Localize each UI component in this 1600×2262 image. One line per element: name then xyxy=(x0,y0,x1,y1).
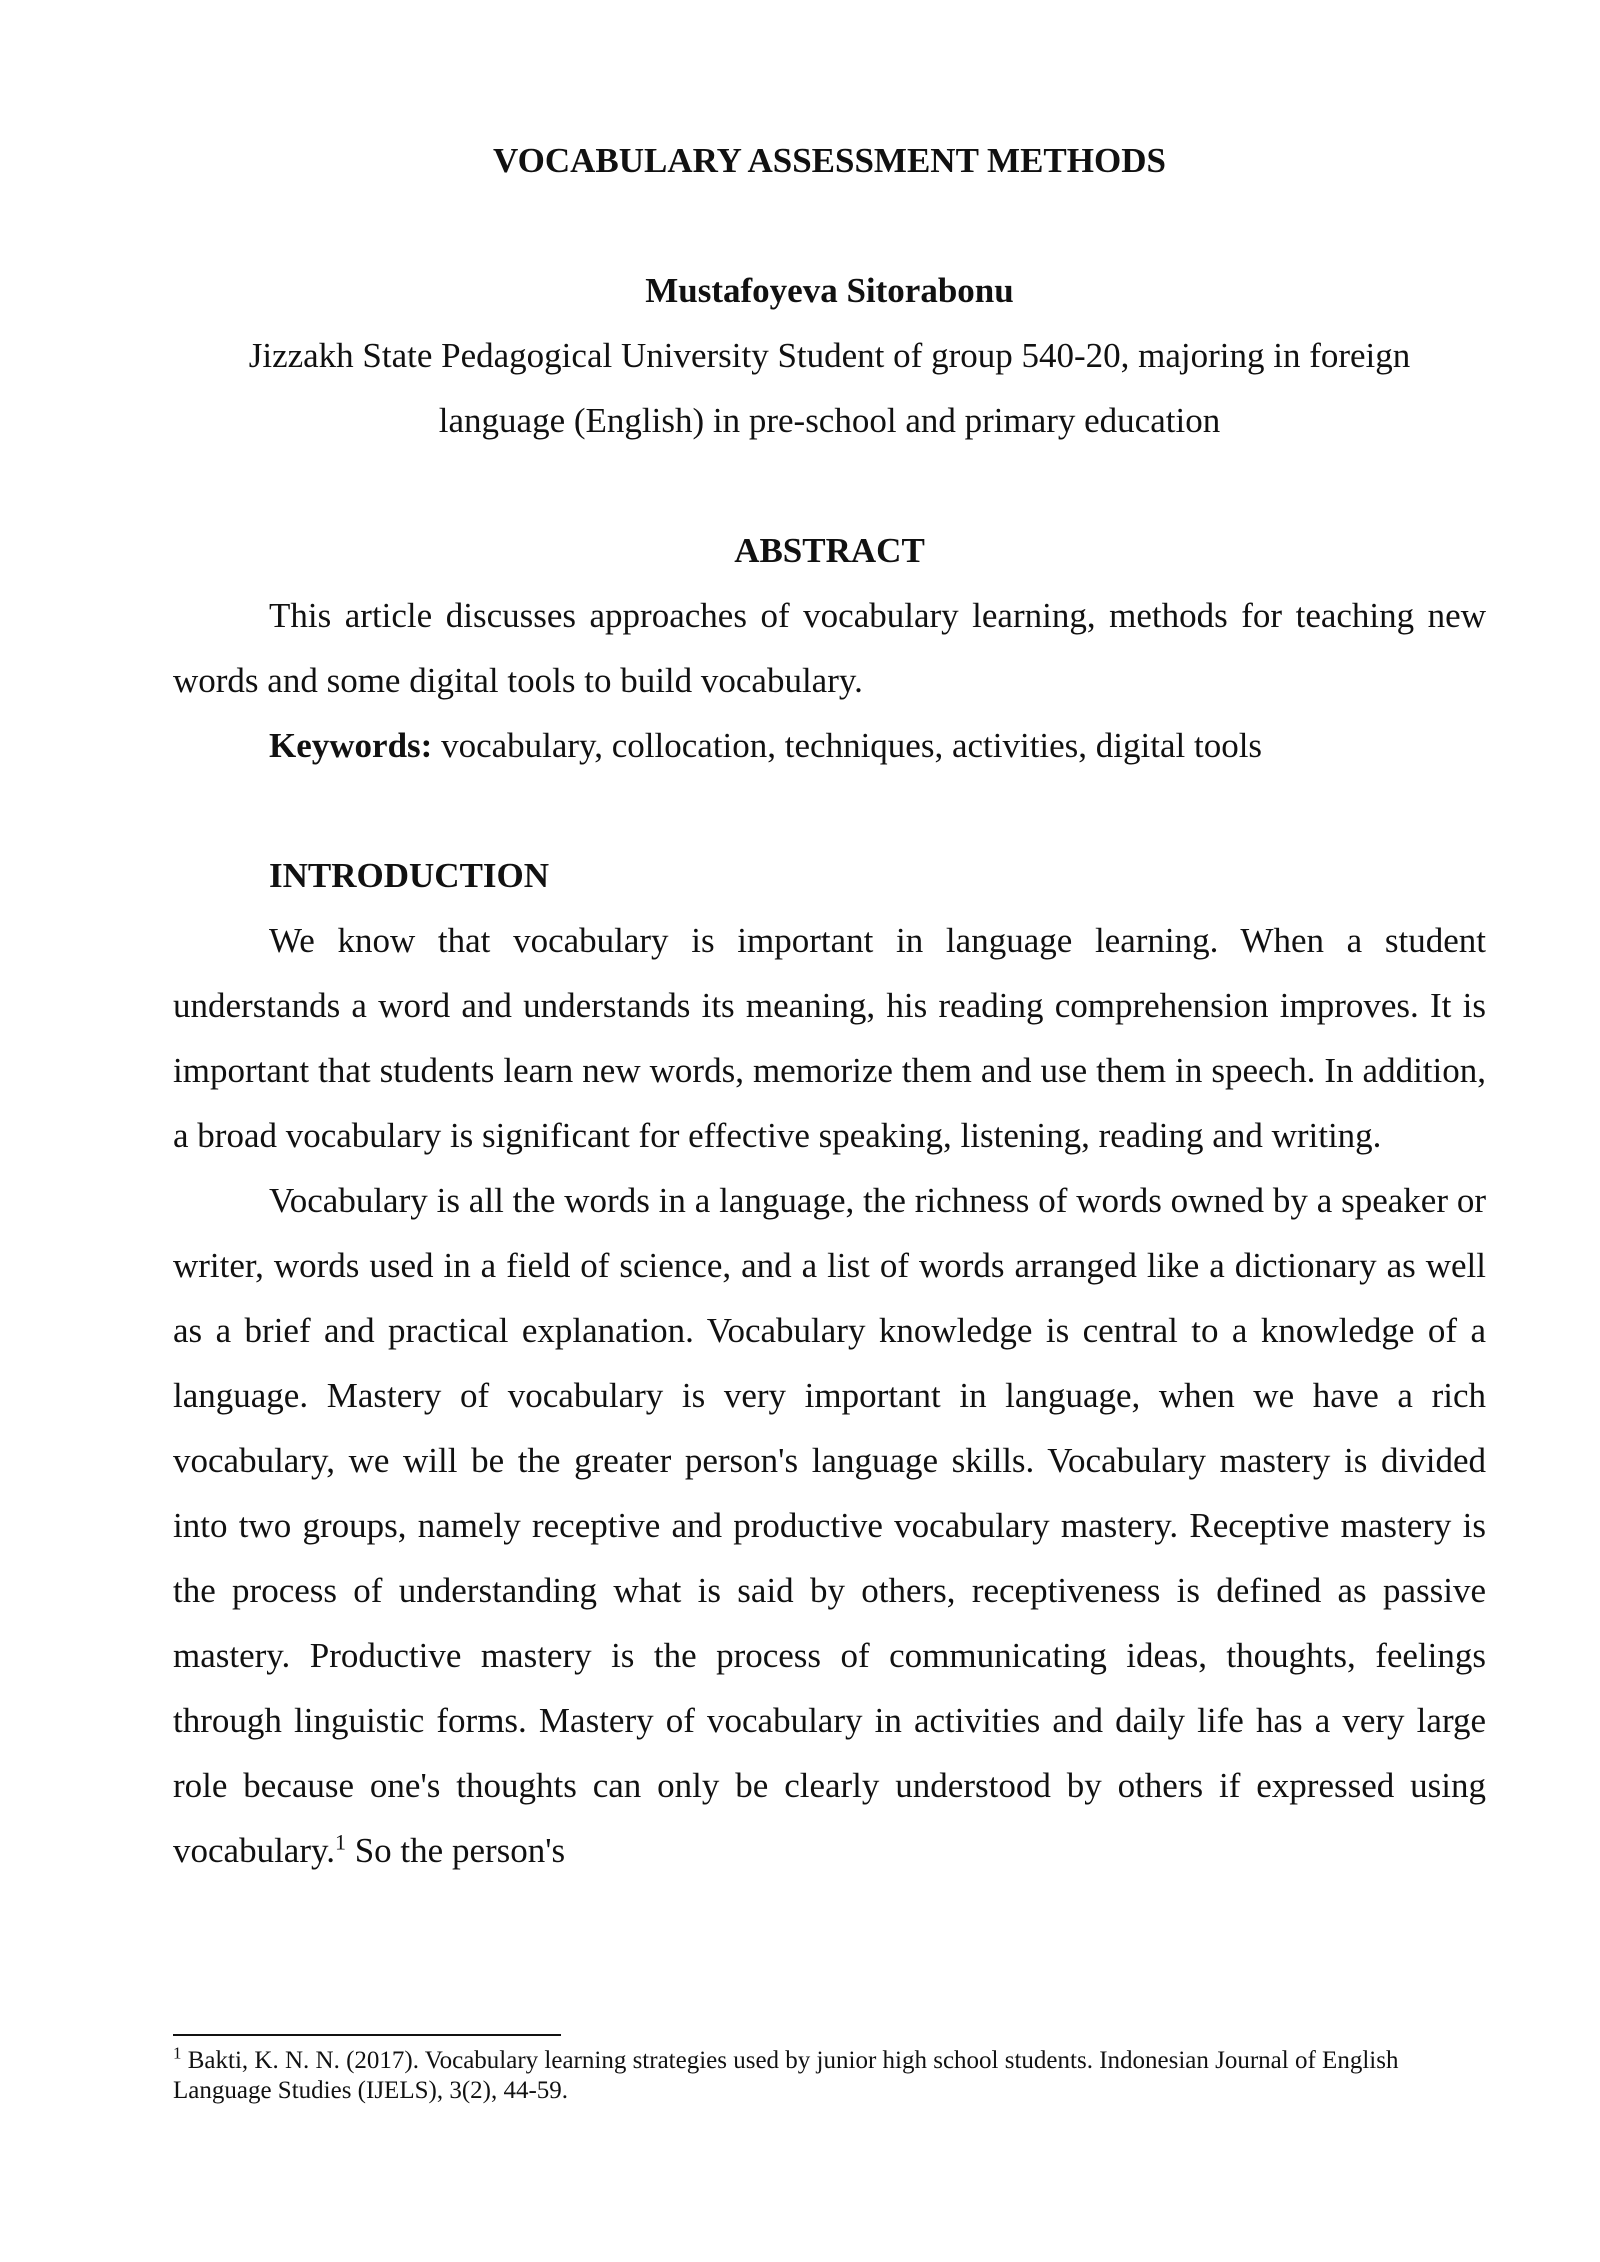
footnote xyxy=(173,2043,1486,2106)
keywords-line xyxy=(173,713,1486,778)
abstract-text: This article discusses approaches of vocabulary learning, methods for teaching new words and some digital tools to build vocabulary. xyxy=(173,596,1486,700)
page-content xyxy=(173,128,1486,1883)
author-name: Mustafoyeva Sitorabonu xyxy=(645,271,1014,310)
footnote-separator xyxy=(173,2034,561,2036)
paper-title: VOCABULARY ASSESSMENT METHODS xyxy=(493,141,1166,180)
footnote-number: 1 xyxy=(173,2043,182,2063)
author-affiliation: Jizzakh State Pedagogical University Student of group 540-20, majoring in foreign language (English) in pre-school and primary education xyxy=(248,336,1411,440)
keywords-label: Keywords: xyxy=(269,726,433,765)
introduction-paragraph-2 xyxy=(173,1168,1486,1883)
footnote-text: Bakti, K. N. N. (2017). Vocabulary learning strategies used by junior high school students. Indonesian Journal of English Language Studies (IJELS), 3(2), 44-59. xyxy=(173,2047,1399,2104)
introduction-paragraph-1: We know that vocabulary is important in language learning. When a student understands a word and understands its meaning, his reading comprehension improves. It is important that students learn new words, memorize them and use them in speech. In addition, a broad vocabulary is significant for effective speaking, listening, reading and writing. xyxy=(173,921,1486,1155)
keywords-text: vocabulary, collocation, techniques, activities, digital tools xyxy=(432,726,1263,765)
footnote-reference[interactable]: 1 xyxy=(334,1829,346,1855)
introduction-heading: INTRODUCTION xyxy=(269,856,550,895)
paragraph-2-text: Vocabulary is all the words in a language, the richness of words owned by a speaker or writer, words used in a field of science, and a list of words arranged like a dictionary as well as a brief and practical explanation. Vocabulary knowledge is central to a knowledge of a language. Mastery of vocabulary is very important in language, when we have a rich vocabulary, we will be the greater person's language skills. Vocabulary mastery is divided into two groups, namely receptive and productive vocabulary mastery. Receptive mastery is the process of understanding what is said by others, receptiveness is defined as passive mastery. Productive mastery is the process of communicating ideas, thoughts, feelings through linguistic forms. Mastery of vocabulary in activities and daily life has a very large role because one's thoughts can only be clearly understood by others if expressed using vocabulary. xyxy=(173,1181,1486,1870)
abstract-heading: ABSTRACT xyxy=(734,531,925,570)
paragraph-2-continuation: So the person's xyxy=(345,1831,566,1870)
